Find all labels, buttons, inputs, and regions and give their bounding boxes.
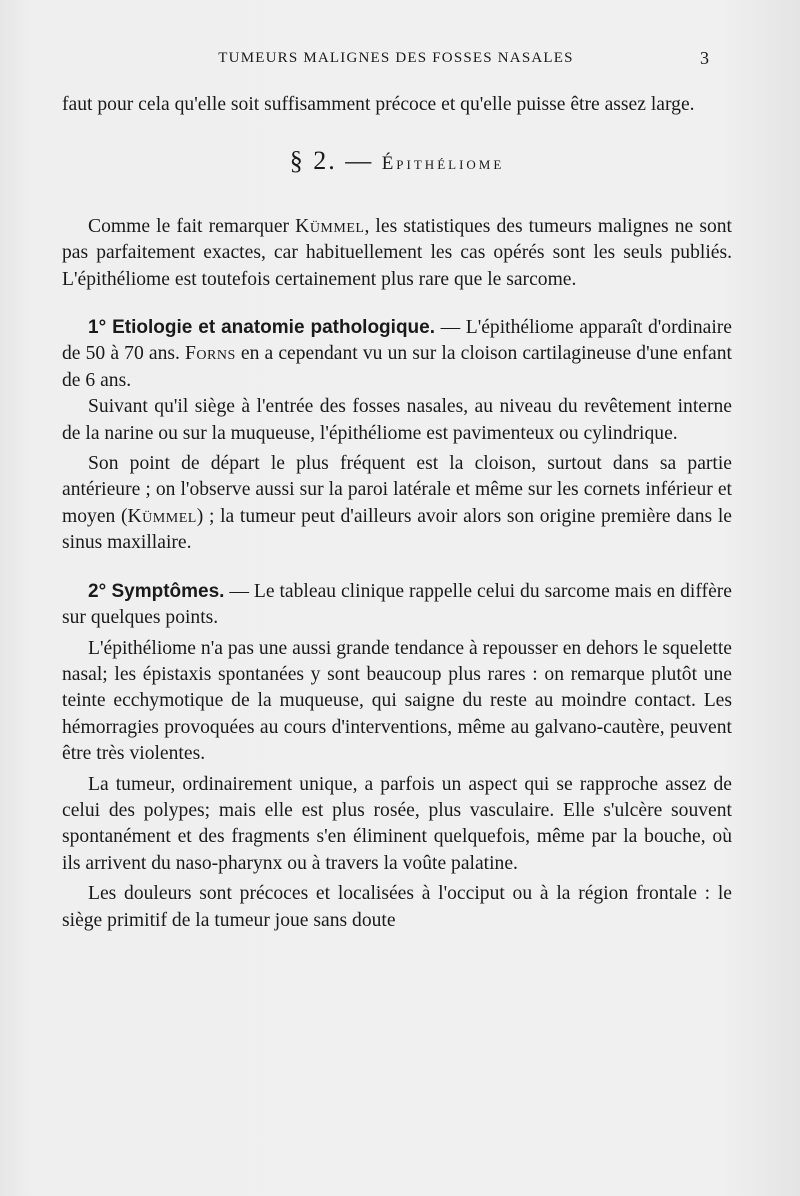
- section-number: § 2. —: [289, 146, 382, 176]
- paragraph-origin: [62, 451, 732, 557]
- paragraph-tumor: La tumeur, ordinairement unique, a parfois un aspect qui se rapproche assez de celui des polypes; mais elle est plus rosée, plus vasculaire. Elle s'ulcère souvent spontanément et des fragments s'en éliminent quelquefois, même par la bouche, où ils arrivent du naso-pharynx ou à travers la voûte palatine.: [62, 773, 732, 874]
- paragraph-epitheliome: L'épithéliome n'a pas une aussi grande tendance à repousser en dehors le squelette nasal; les épistaxis spontanées y sont beaucoup plus rares : on remarque plutôt une teinte ecchymotique de la muqueuse, qui saigne du reste au moindre contact. Les hémorragies provoquées au cours d'interventions, même au galvano-cautère, peuvent être très violentes.: [62, 637, 732, 765]
- paragraph-text: Comme le fait remarquer: [88, 215, 296, 237]
- author-name: Kümmel: [127, 505, 197, 527]
- paragraph-text: ) ; la tumeur peut d'ailleurs avoir alors son origine première dans le sinus maxillaire.: [62, 505, 732, 554]
- section-heading-name: Épithéliome: [381, 153, 505, 175]
- paragraph-etiology: [62, 315, 732, 394]
- paragraph-text: en a cependant vu un sur la cloison cartilagineuse d'une enfant de 6 ans.: [62, 343, 732, 391]
- paragraph-text: — L'épithéliome apparaît d'ordinaire de 50 à 70 ans.: [62, 317, 732, 365]
- paragraph-symptoms: [62, 579, 732, 632]
- paragraph-location: Suivant qu'il siège à l'entrée des fosses nasales, au niveau du revêtement interne de la narine ou sur la muqueuse, l'épithéliome est pavimenteux ou cylindrique.: [62, 396, 732, 444]
- subsection-title: 1° Etiologie et anatomie pathologique.: [88, 317, 436, 339]
- author-name: Forns: [185, 343, 236, 365]
- author-name: Kümmel: [295, 215, 365, 237]
- section-heading: [62, 148, 732, 177]
- paragraph-text: , les statistiques des tumeurs malignes ne sont pas parfaitement exactes, car habituellement les cas opérés sont les seuls publiés. L'épithéliome est toutefois certainement plus rare que le sarcome.: [62, 215, 732, 290]
- paragraph-intro: [62, 214, 732, 293]
- paragraph-continuation: faut pour cela qu'elle soit suffisamment précoce et qu'elle puisse être assez large.: [62, 94, 695, 115]
- subsection-title: 2° Symptômes.: [88, 580, 225, 602]
- running-header: TUMEURS MALIGNES DES FOSSES NASALES: [218, 50, 574, 66]
- paragraph-text: — Le tableau clinique rappelle celui du sarcome mais en diffère sur quelques points.: [62, 580, 732, 629]
- paragraph-text: Son point de départ le plus fréquent est la cloison, surtout dans sa partie antérieure ; on l'observe aussi sur la paroi latérale et même sur les cornets inférieur et moyen (: [62, 453, 732, 527]
- page-number: 3: [700, 48, 709, 68]
- paragraph-pain: Les douleurs sont précoces et localisées à l'occiput ou à la région frontale : le siège primitif de la tumeur joue sans doute: [62, 883, 732, 931]
- page-body: [62, 92, 732, 934]
